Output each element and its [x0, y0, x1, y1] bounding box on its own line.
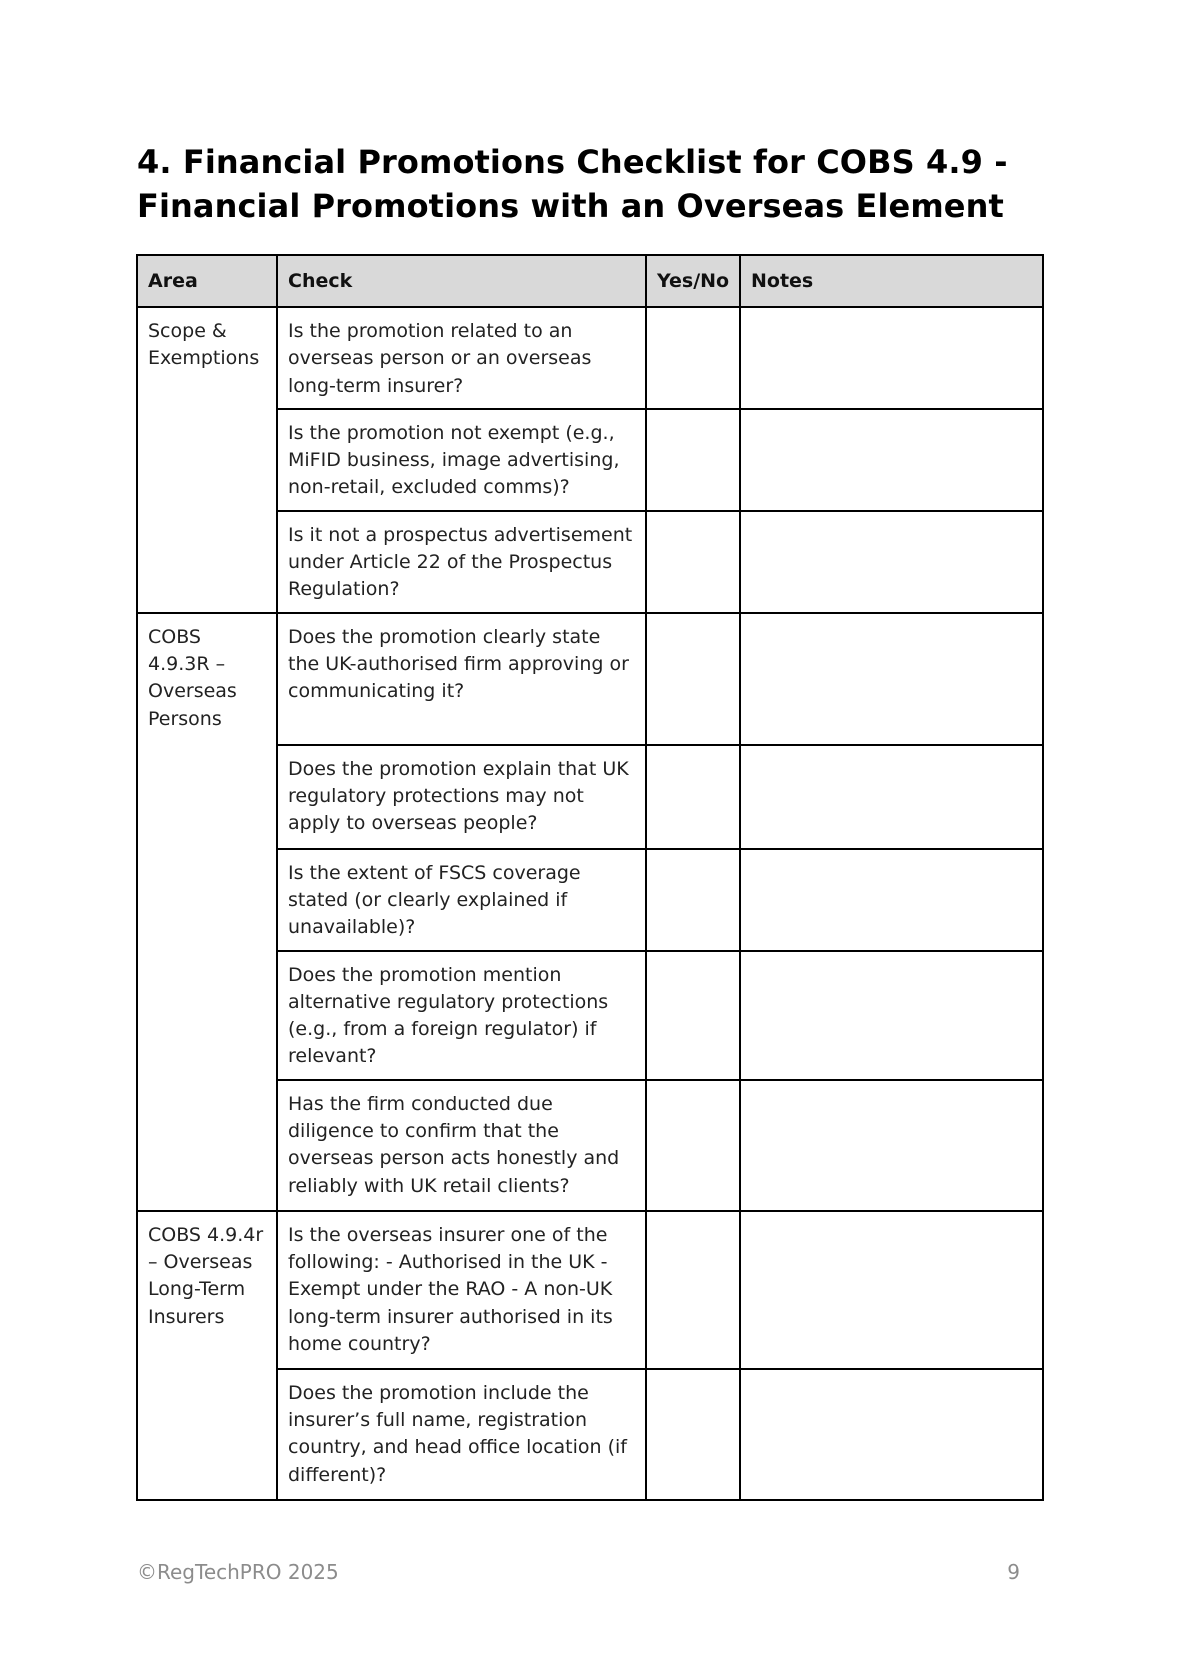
check-cell: Does the promotion clearly state the UK-authorised firm approving or communicating it?	[277, 613, 646, 745]
yesno-cell[interactable]	[646, 849, 740, 951]
page-title: 4. Financial Promotions Checklist for COBS 4.9 - Financial Promotions with an Overseas Element	[137, 143, 1008, 225]
notes-cell[interactable]	[740, 849, 1043, 951]
check-cell: Is the extent of FSCS coverage stated (or clearly explained if unavailable)?	[277, 849, 646, 951]
check-cell: Is it not a prospectus advertisement under Article 22 of the Prospectus Regulation?	[277, 511, 646, 613]
notes-cell[interactable]	[740, 1211, 1043, 1369]
table-header-row	[137, 255, 1043, 307]
yesno-cell[interactable]	[646, 1211, 740, 1369]
table-row	[137, 307, 1043, 409]
yesno-cell[interactable]	[646, 745, 740, 849]
check-cell: Does the promotion explain that UK regulatory protections may not apply to overseas people?	[277, 745, 646, 849]
check-cell: Does the promotion include the insurer’s full name, registration country, and head office location (if different)?	[277, 1369, 646, 1500]
check-cell: Is the overseas insurer one of the following: - Authorised in the UK - Exempt under the RAO - A non-UK long-term insurer authorised in its home country?	[277, 1211, 646, 1369]
header-notes: Notes	[740, 255, 1043, 307]
notes-cell[interactable]	[740, 409, 1043, 511]
yesno-cell[interactable]	[646, 1080, 740, 1211]
notes-cell[interactable]	[740, 951, 1043, 1080]
header-check: Check	[277, 255, 646, 307]
area-cell: COBS 4.9.4r – Overseas Long-Term Insurers	[137, 1211, 277, 1500]
area-cell: Scope & Exemptions	[137, 307, 277, 613]
footer-copyright: ©RegTechPRO 2025	[137, 1560, 339, 1584]
notes-cell[interactable]	[740, 745, 1043, 849]
area-cell: COBS 4.9.3R – Overseas Persons	[137, 613, 277, 1211]
check-cell: Is the promotion not exempt (e.g., MiFID business, image advertising, non-retail, excluded comms)?	[277, 409, 646, 511]
notes-cell[interactable]	[740, 1369, 1043, 1500]
notes-cell[interactable]	[740, 613, 1043, 745]
page-number: 9	[1007, 1560, 1020, 1584]
yesno-cell[interactable]	[646, 1369, 740, 1500]
yesno-cell[interactable]	[646, 409, 740, 511]
check-cell: Has the firm conducted due diligence to confirm that the overseas person acts honestly and reliably with UK retail clients?	[277, 1080, 646, 1211]
table-row	[137, 613, 1043, 745]
yesno-cell[interactable]	[646, 511, 740, 613]
notes-cell[interactable]	[740, 511, 1043, 613]
check-cell: Does the promotion mention alternative regulatory protections (e.g., from a foreign regulator) if relevant?	[277, 951, 646, 1080]
table-row	[137, 1211, 1043, 1369]
yesno-cell[interactable]	[646, 307, 740, 409]
checklist-table	[136, 254, 1044, 1501]
yesno-cell[interactable]	[646, 613, 740, 745]
header-yesno: Yes/No	[646, 255, 740, 307]
notes-cell[interactable]	[740, 307, 1043, 409]
header-area: Area	[137, 255, 277, 307]
check-cell: Is the promotion related to an overseas person or an overseas long-term insurer?	[277, 307, 646, 409]
notes-cell[interactable]	[740, 1080, 1043, 1211]
yesno-cell[interactable]	[646, 951, 740, 1080]
